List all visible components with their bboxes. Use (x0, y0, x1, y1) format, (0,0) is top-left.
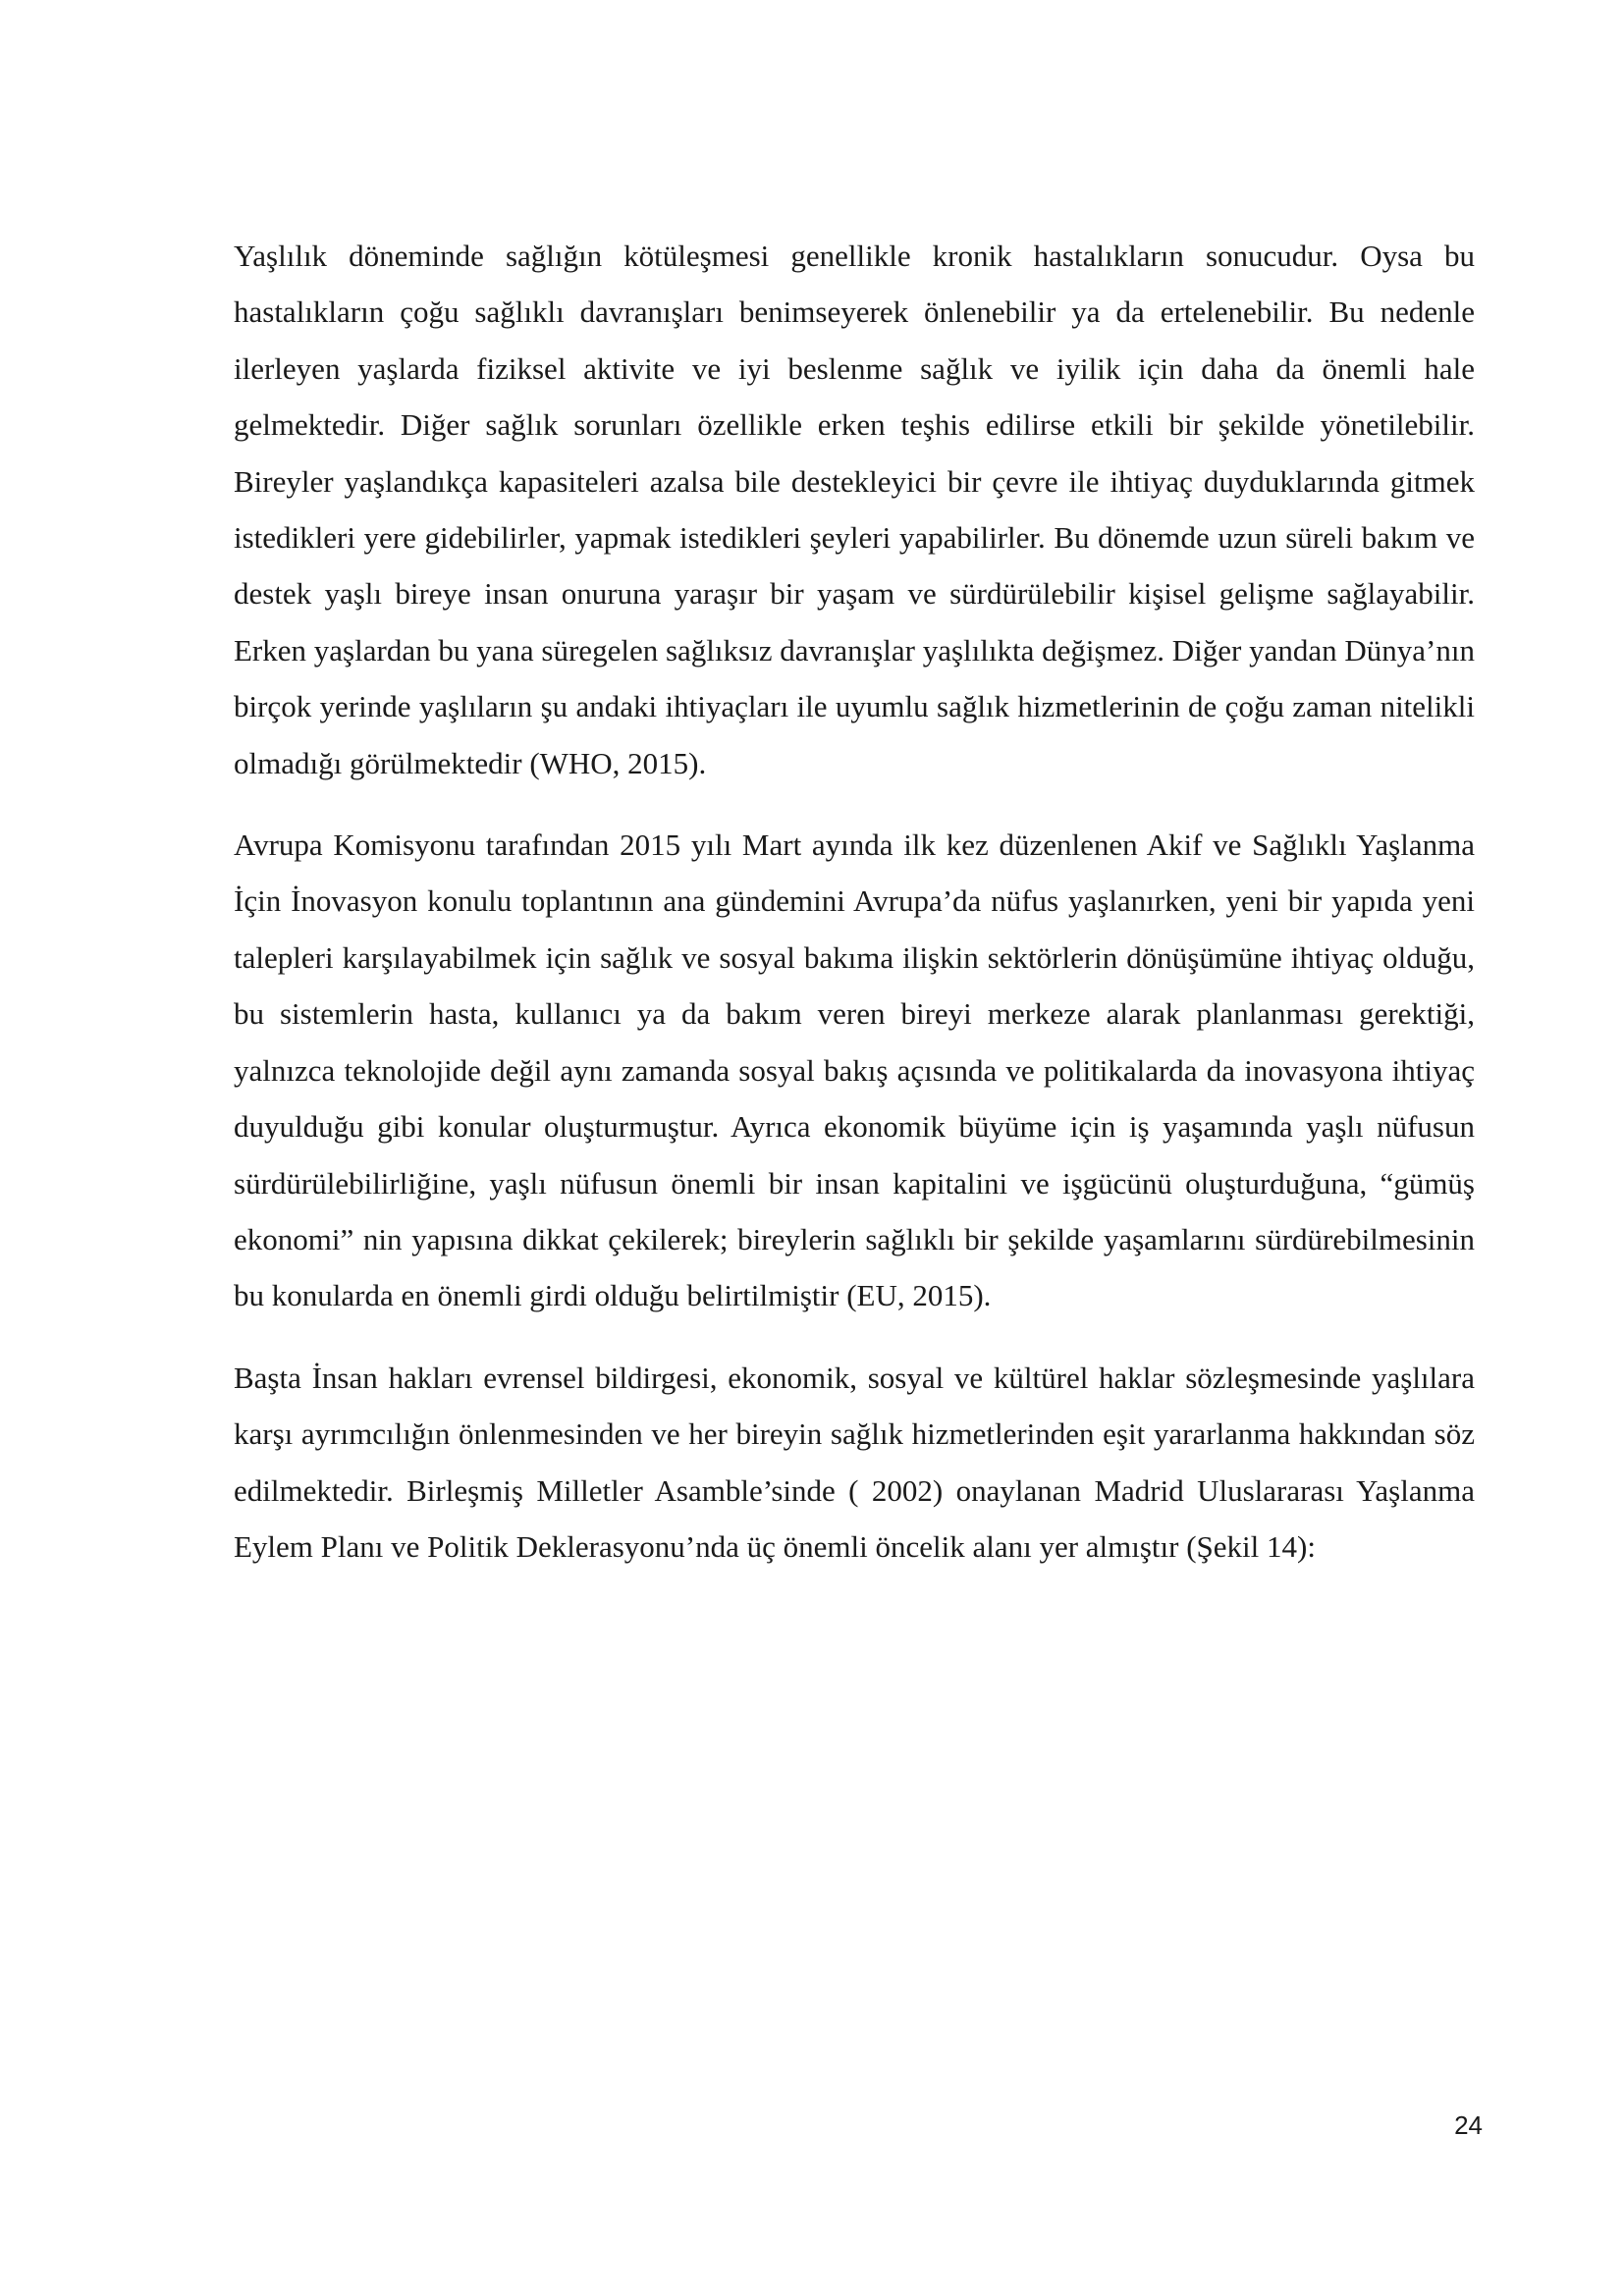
paragraph-2: Avrupa Komisyonu tarafından 2015 yılı Mart ayında ilk kez düzenlenen Akif ve Sağlıklı Yaşlanma İçin İnovasyon konulu toplantının ana gündemini Avrupa’da nüfus yaşlanırken, yeni bir yapıda yeni talepleri karşılayabilmek için sağlık ve sosyal bakıma ilişkin sektörlerin dönüşümüne ihtiyaç olduğu, bu sistemlerin hasta, kullanıcı ya da bakım veren bireyi merkeze alarak planlanması gerektiği, yalnızca teknolojide değil aynı zamanda sosyal bakış açısında ve politikalarda da inovasyona ihtiyaç duyulduğu gibi konular oluşturmuştur. Ayrıca ekonomik büyüme için iş yaşamında yaşlı nüfusun sürdürülebilirliğine, yaşlı nüfusun önemli bir insan kapitalini ve işgücünü oluşturduğuna, “gümüş ekonomi” nin yapısına dikkat çekilerek; bireylerin sağlıklı bir şekilde yaşamlarını sürdürebilmesinin bu konularda en önemli girdi olduğu belirtilmiştir (EU, 2015). (234, 828, 1475, 1313)
page-number: 24 (1454, 2110, 1483, 2140)
body-text (234, 228, 1475, 1600)
paragraph-1: Yaşlılık döneminde sağlığın kötüleşmesi genellikle kronik hastalıkların sonucudur. Oysa bu hastalıkların çoğu sağlıklı davranışları benimseyerek önlenebilir ya da ertelenebilir. Bu nedenle ilerleyen yaşlarda fiziksel aktivite ve iyi beslenme sağlık ve iyilik için daha da önemli hale gelmektedir. Diğer sağlık sorunları özellikle erken teşhis edilirse etkili bir şekilde yönetilebilir. Bireyler yaşlandıkça kapasiteleri azalsa bile destekleyici bir çevre ile ihtiyaç duyduklarında gitmek istedikleri yere gidebilirler, yapmak istedikleri şeyleri yapabilirler. Bu dönemde uzun süreli bakım ve destek yaşlı bireye insan onuruna yaraşır bir yaşam ve sürdürülebilir kişisel gelişme sağlayabilir. Erken yaşlardan bu yana süregelen sağlıksız davranışlar yaşlılıkta değişmez. Diğer yandan Dünya’nın birçok yerinde yaşlıların şu andaki ihtiyaçları ile uyumlu sağlık hizmetlerinin de çoğu zaman nitelikli olmadığı görülmektedir (WHO, 2015). (234, 239, 1475, 780)
paragraph-3: Başta İnsan hakları evrensel bildirgesi, ekonomik, sosyal ve kültürel haklar sözleşmesinde yaşlılara karşı ayrımcılığın önlenmesinden ve her bireyin sağlık hizmetlerinden eşit yararlanma hakkından söz edilmektedir. Birleşmiş Milletler Asamble’sinde ( 2002) onaylanan Madrid Uluslararası Yaşlanma Eylem Planı ve Politik Deklerasyonu’nda üç önemli öncelik alanı yer almıştır (Şekil 14): (234, 1360, 1475, 1564)
